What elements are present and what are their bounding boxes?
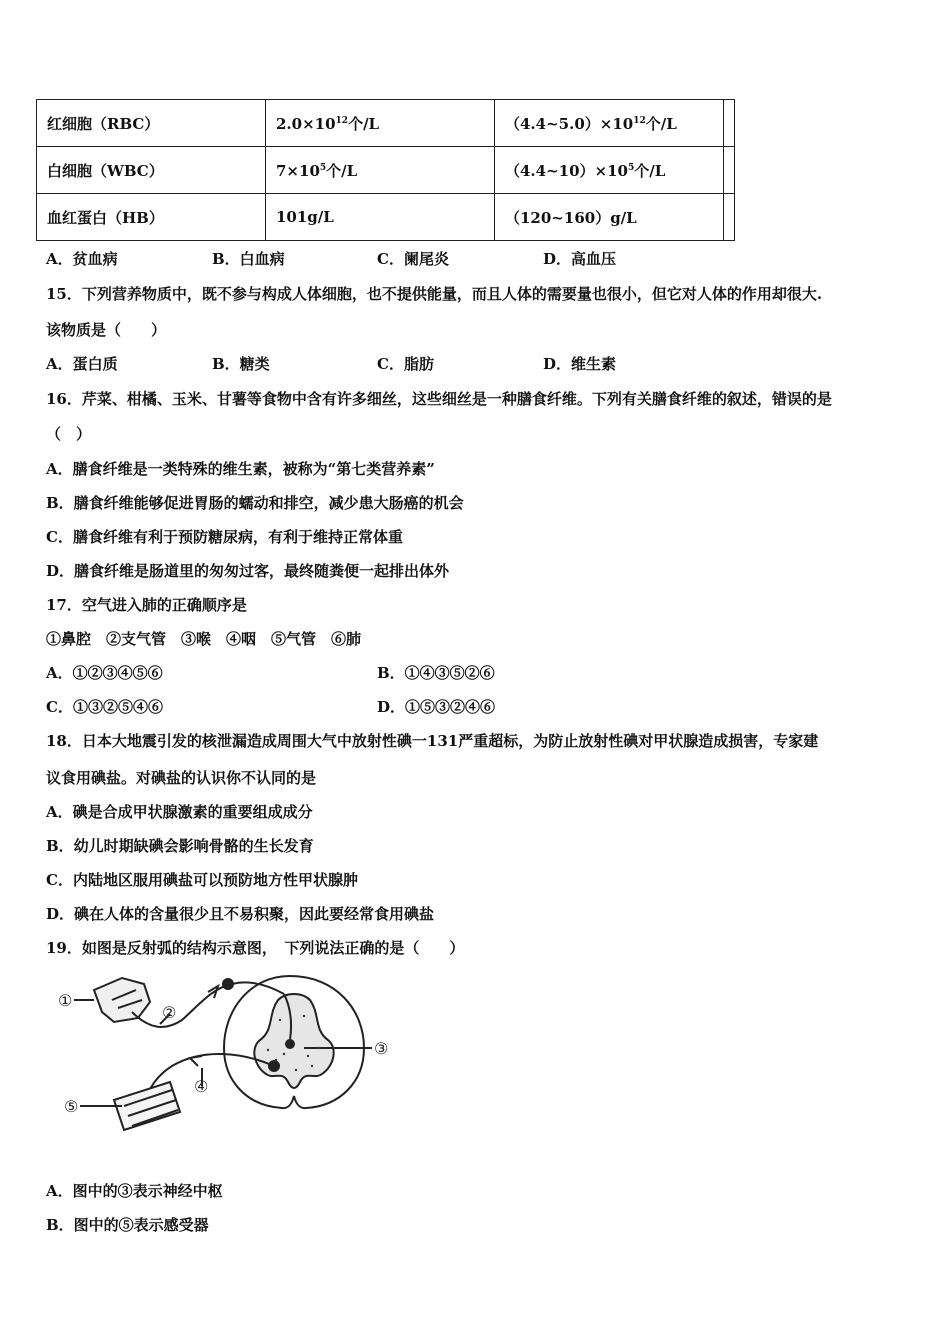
table-cell bbox=[724, 194, 735, 241]
diagram-label-4: ④ bbox=[194, 1077, 209, 1096]
q18-option-a: A．碘是合成甲状腺激素的重要组成成分 bbox=[46, 803, 313, 821]
q17-stem: 17．空气进入肺的正确顺序是 bbox=[46, 596, 247, 614]
table-row bbox=[37, 147, 735, 194]
table-cell: （120~160）g/L bbox=[495, 194, 724, 241]
blood-test-table bbox=[36, 99, 735, 241]
q15-option-c: C．脂肪 bbox=[377, 355, 434, 373]
effector-muscle bbox=[114, 1082, 180, 1130]
q17-items: ①鼻腔 ②支气管 ③喉 ④咽 ⑤气管 ⑥肺 bbox=[46, 630, 362, 648]
q19-option-a: A．图中的③表示神经中枢 bbox=[46, 1182, 223, 1200]
q16-stem-line1: 16．芹菜、柑橘、玉米、甘薯等食物中含有许多细丝，这些细丝是一种膳食纤维。下列有关膳食纤维的叙述，错误的是 bbox=[46, 390, 832, 408]
q17-option-c: C．①③②⑤④⑥ bbox=[46, 698, 163, 716]
q14-option-a: A．贫血病 bbox=[46, 250, 118, 268]
q15-option-b: B．糖类 bbox=[212, 355, 270, 373]
q15-option-d: D．维生素 bbox=[543, 355, 617, 373]
table-cell: $7\times 10^5$个/L bbox=[266, 147, 495, 194]
q16-stem-line2: （ ） bbox=[46, 425, 92, 443]
table-cell: $(4.4\sim 10)\times 10^5$个/L bbox=[495, 147, 724, 194]
diagram-label-1: ① bbox=[58, 991, 73, 1010]
diagram-label-2: ② bbox=[162, 1003, 177, 1022]
sensory-neuron bbox=[132, 982, 284, 1027]
table-cell: 101g/L bbox=[266, 194, 495, 241]
diagram-label-3: ③ bbox=[374, 1039, 389, 1058]
table-cell: 血红蛋白（HB） bbox=[37, 194, 266, 241]
ganglion bbox=[223, 979, 233, 989]
table-row bbox=[37, 194, 735, 241]
table-cell: $(4.4\sim 5.0)\times 10^{12}$个/L bbox=[495, 100, 724, 147]
q18-option-d: D．碘在人体的含量很少且不易积聚，因此要经常食用碘盐 bbox=[46, 905, 435, 923]
q17-option-a: A．①②③④⑤⑥ bbox=[46, 664, 163, 682]
table-cell: 红细胞（RBC） bbox=[37, 100, 266, 147]
q16-option-d: D．膳食纤维是肠道里的匆匆过客，最终随粪便一起排出体外 bbox=[46, 562, 450, 580]
table-cell: 白细胞（WBC） bbox=[37, 147, 266, 194]
table-cell bbox=[724, 100, 735, 147]
q14-option-b: B．白血病 bbox=[212, 250, 285, 268]
q15-stem-line1: 15．下列营养物质中，既不参与构成人体细胞，也不提供能量，而且人体的需要量也很小，但它对人体的作用却很大. bbox=[46, 285, 823, 303]
diagram-label-5: ⑤ bbox=[64, 1097, 79, 1116]
q15-stem-line2: 该物质是（ ） bbox=[46, 321, 167, 339]
q16-option-a: A．膳食纤维是一类特殊的维生素，被称为“第七类营养素” bbox=[46, 460, 435, 478]
q19-option-b: B．图中的⑤表示感受器 bbox=[46, 1216, 209, 1234]
q17-option-d: D．①⑤③②④⑥ bbox=[377, 698, 496, 716]
table-cell bbox=[724, 147, 735, 194]
q14-option-d: D．高血压 bbox=[543, 250, 617, 268]
q19-stem: 19．如图是反射弧的结构示意图， 下列说法正确的是（ ） bbox=[46, 939, 465, 957]
q18-option-c: C．内陆地区服用碘盐可以预防地方性甲状腺肿 bbox=[46, 871, 358, 889]
q16-option-b: B．膳食纤维能够促进胃肠的蠕动和排空，减少患大肠癌的机会 bbox=[46, 494, 464, 512]
q14-option-c: C．阑尾炎 bbox=[377, 250, 449, 268]
table-row bbox=[37, 100, 735, 147]
table-cell: $2.0\times 10^{12}$个/L bbox=[266, 100, 495, 147]
q15-option-a: A．蛋白质 bbox=[46, 355, 118, 373]
q18-stem-line1: 18．日本大地震引发的核泄漏造成周围大气中放射性碘一131严重超标，为防止放射性碘对甲状腺造成损害，专家建 bbox=[46, 732, 819, 750]
q18-option-b: B．幼儿时期缺碘会影响骨骼的生长发育 bbox=[46, 837, 314, 855]
q16-option-c: C．膳食纤维有利于预防糖尿病，有利于维持正常体重 bbox=[46, 528, 403, 546]
q18-stem-line2: 议食用碘盐。对碘盐的认识你不认同的是 bbox=[46, 769, 317, 787]
reflex-arc-diagram bbox=[52, 970, 402, 1140]
q17-option-b: B．①④③⑤②⑥ bbox=[377, 664, 495, 682]
